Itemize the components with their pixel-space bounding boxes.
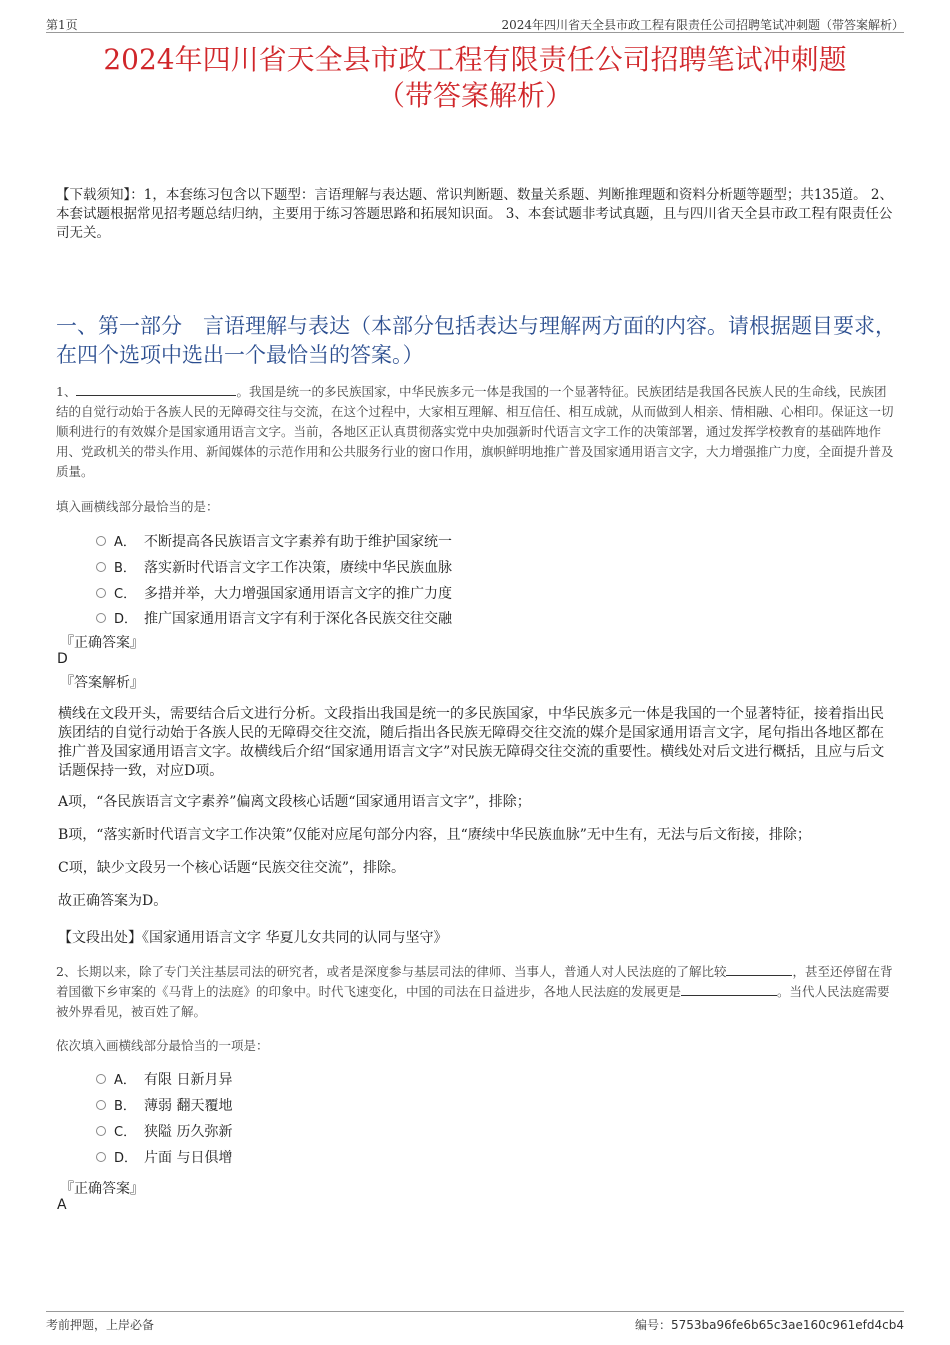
download-notice: 【下载须知】：1，本套练习包含以下题型：言语理解与表达题、常识判断题、数量关系题、判断推理题和资料分析题等题型；共135道。 2、本套试题根据常见招考题总结归纳，主要用于练习答题思路和拓展知识面。 3、本套试题非考试真题，且与四川省天全县市政工程有限责任公司无关。	[56, 187, 893, 241]
title-line-2: （带答案解析）	[376, 79, 573, 112]
question-2-prompt: 依次填入画横线部分最恰当的一项是：	[56, 1038, 269, 1053]
radio-icon[interactable]	[96, 588, 106, 598]
title-line-1: 2024年四川省天全县市政工程有限责任公司招聘笔试冲刺题	[103, 43, 847, 76]
radio-icon[interactable]	[96, 536, 106, 546]
q2-answer-label: 『正确答案』	[60, 1181, 144, 1197]
page-number: 第1页	[46, 18, 78, 32]
q1-analysis-c: C项，缺少文段另一个核心话题“民族交往交流”，排除。	[58, 860, 406, 876]
page-header	[46, 14, 904, 33]
q1-option-a[interactable]: A． 不断提高各民族语言文字素养有助于维护国家统一	[96, 532, 452, 552]
q2-option-c[interactable]: C． 狭隘 历久弥新	[96, 1122, 232, 1142]
q1-analysis-b: B项，“落实新时代语言文字工作决策”仅能对应尾句部分内容，且“赓续中华民族血脉”无中生有，无法与后文衔接，排除；	[58, 827, 811, 843]
radio-icon[interactable]	[96, 1074, 106, 1084]
radio-icon[interactable]	[96, 562, 106, 572]
q1-analysis-label: 『答案解析』	[60, 675, 144, 691]
q1-option-d[interactable]: D． 推广国家通用语言文字有利于深化各民族交往交融	[96, 609, 452, 629]
answer-blank	[681, 982, 777, 996]
q2-option-b[interactable]: B． 薄弱 翻天覆地	[96, 1096, 232, 1116]
question-1-body: 。我国是统一的多民族国家，中华民族多元一体是我国的一个显著特征。民族团结是我国各民族人民的生命线，民族团结的自觉行动始于各族人民的无障碍交往与交流，在这个过程中，大家相互理解、相互信任、相互成就，从而做到人相亲、情相融、心相印。保证这一切顺利进行的有效媒介是国家通用语言文字。当前，各地区正认真贯彻落实党中央加强新时代语言文字工作的决策部署，通过发挥学校教育的基础阵地作用、党政机关的带头作用、新闻媒体的示范作用和公共服务行业的窗口作用，旗帜鲜明地推广普及国家通用语言文字，大力增强推广力度，全面提升普及质量。	[56, 384, 894, 479]
page-title	[40, 42, 910, 114]
radio-icon[interactable]	[96, 613, 106, 623]
q1-option-b[interactable]: B． 落实新时代语言文字工作决策，赓续中华民族血脉	[96, 558, 452, 578]
q2-answer: A	[57, 1197, 67, 1213]
q1-source: 【文段出处】《国家通用语言文字 华夏儿女共同的认同与坚守》	[58, 930, 448, 946]
q1-analysis-a: A项，“各民族语言文字素养”偏离文段核心话题“国家通用语言文字”，排除；	[58, 794, 531, 810]
question-1-text	[56, 382, 894, 482]
question-1-number: 1、	[56, 384, 77, 399]
radio-icon[interactable]	[96, 1126, 106, 1136]
q1-answer-label: 『正确答案』	[60, 635, 144, 651]
footer-slogan: 考前押题，上岸必备	[46, 1318, 155, 1332]
q2-option-a[interactable]: A． 有限 日新月异	[96, 1070, 232, 1090]
footer-doc-code: 编号：5753ba96fe6b65c3ae160c961efd4cb4	[634, 1318, 904, 1332]
header-doc-title: 2024年四川省天全县市政工程有限责任公司招聘笔试冲刺题（带答案解析）	[501, 18, 904, 32]
section-heading: 一、第一部分 言语理解与表达（本部分包括表达与理解两方面的内容。请根据题目要求，在四个选项中选出一个最恰当的答案。）	[56, 314, 896, 367]
q1-analysis-conclusion: 故正确答案为D。	[58, 893, 168, 909]
page-footer	[46, 1311, 904, 1336]
radio-icon[interactable]	[96, 1152, 106, 1162]
q2-option-d[interactable]: D． 片面 与日俱增	[96, 1148, 232, 1168]
question-1-prompt: 填入画横线部分最恰当的是：	[56, 499, 219, 514]
q1-answer: D	[57, 651, 68, 667]
q1-option-c[interactable]: C． 多措并举，大力增强国家通用语言文字的推广力度	[96, 584, 452, 604]
answer-blank	[76, 382, 236, 396]
q1-analysis-paragraph: 横线在文段开头，需要结合后文进行分析。文段指出我国是统一的多民族国家，中华民族多元一体是我国的一个显著特征，接着指出民族团结的自觉行动始于各族人民的无障碍交往交流，随后指出各民族无障碍交往交流的媒介是国家通用语言文字，尾句指出各地区都在推广普及国家通用语言文字。故横线后介绍“国家通用语言文字”对民族无障碍交往交流的重要性。横线处对后文进行概括，且应与后文话题保持一致，对应D项。	[58, 706, 885, 779]
answer-blank	[726, 962, 792, 976]
radio-icon[interactable]	[96, 1100, 106, 1110]
question-2-text: 2、长期以来，除了专门关注基层司法的研究者，或者是深度参与基层司法的律师、当事人，普通人对人民法庭的了解比较 ，甚至还停留在背着国徽下乡审案的《马背上的法庭》的印象中。时代飞速变化，中国的司法在日益进步，各地人民法庭的发展更是 。当代人民法庭需要被外界看见，被百姓了解。	[56, 964, 893, 1019]
